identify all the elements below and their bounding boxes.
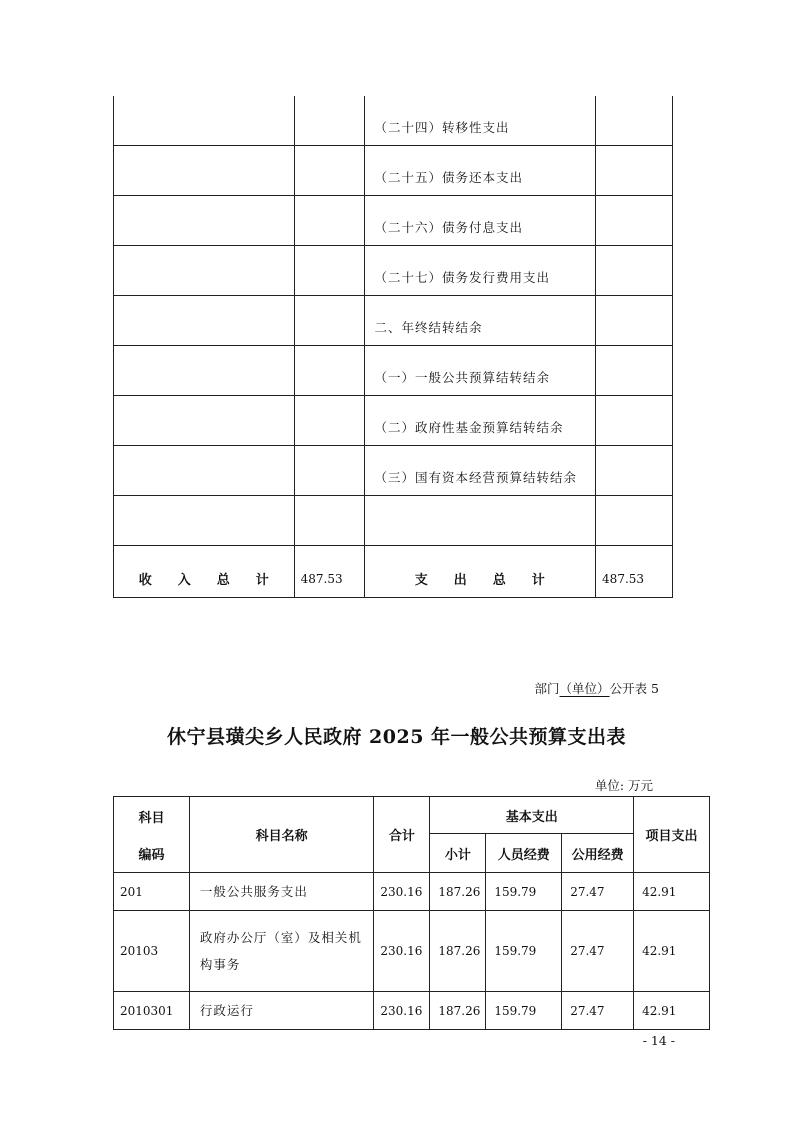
income-total-value: 487.53	[294, 546, 364, 598]
row-subtotal: 187.26	[430, 911, 486, 992]
header-basic: 基本支出	[430, 797, 634, 834]
row-project: 42.91	[634, 911, 710, 992]
table-row	[114, 246, 673, 296]
header-code	[114, 797, 190, 873]
row-code: 201	[114, 873, 190, 911]
row-public: 27.47	[562, 911, 634, 992]
budget-summary-table-continued	[113, 96, 673, 598]
table-row	[114, 496, 673, 546]
income-total-label: 收 入 总 计	[114, 546, 295, 598]
row-personnel: 159.79	[486, 873, 562, 911]
form-number-unit: （单位）	[559, 681, 610, 696]
table-row	[114, 346, 673, 396]
row-total: 230.16	[374, 873, 430, 911]
row-name: 政府办公厅（室）及相关机构事务	[189, 911, 373, 992]
header-total: 合计	[374, 797, 430, 873]
table-row	[114, 146, 673, 196]
expense-item: （一）一般公共预算结转结余	[364, 346, 596, 396]
form-number-suffix: 公开表 5	[609, 681, 659, 696]
row-total: 230.16	[374, 911, 430, 992]
expense-total-value: 487.53	[596, 546, 673, 598]
row-code: 20103	[114, 911, 190, 992]
expense-item: （二）政府性基金预算结转结余	[364, 396, 596, 446]
header-personnel: 人员经费	[486, 834, 562, 873]
expense-item: （二十六）债务付息支出	[364, 196, 596, 246]
expense-item: （二十七）债务发行费用支出	[364, 246, 596, 296]
row-personnel: 159.79	[486, 911, 562, 992]
expense-item: （二十五）债务还本支出	[364, 146, 596, 196]
totals-row	[114, 546, 673, 598]
table-row	[114, 196, 673, 246]
expense-item: （二十四）转移性支出	[364, 96, 596, 146]
row-public: 27.47	[562, 873, 634, 911]
header-subtotal: 小计	[430, 834, 486, 873]
header-row	[114, 797, 710, 834]
header-code-bottom: 编码	[138, 847, 165, 863]
expense-item: （三）国有资本经营预算结转结余	[364, 446, 596, 496]
row-total: 230.16	[374, 992, 430, 1030]
unit-label: 单位: 万元	[594, 778, 653, 793]
table-row	[114, 296, 673, 346]
table-row	[114, 873, 710, 911]
header-code-top: 科目	[138, 810, 165, 826]
row-project: 42.91	[634, 873, 710, 911]
header-project: 项目支出	[634, 797, 710, 873]
row-subtotal: 187.26	[430, 873, 486, 911]
table-row	[114, 396, 673, 446]
expense-item	[364, 496, 596, 546]
row-name: 一般公共服务支出	[189, 873, 373, 911]
page-title: 休宁县璜尖乡人民政府 2025 年一般公共预算支出表	[166, 726, 627, 748]
row-name: 行政运行	[189, 992, 373, 1030]
row-code: 2010301	[114, 992, 190, 1030]
expense-item: 二、年终结转结余	[364, 296, 596, 346]
header-public: 公用经费	[562, 834, 634, 873]
table-row	[114, 96, 673, 146]
form-number-prefix: 部门	[534, 681, 560, 696]
general-public-budget-expense-table	[113, 796, 710, 1030]
row-personnel: 159.79	[486, 992, 562, 1030]
row-subtotal: 187.26	[430, 992, 486, 1030]
form-number	[535, 679, 659, 697]
page-number: - 14 -	[642, 1033, 675, 1048]
table-row	[114, 911, 710, 992]
table-row	[114, 446, 673, 496]
row-project: 42.91	[634, 992, 710, 1030]
header-name: 科目名称	[189, 797, 373, 873]
row-public: 27.47	[562, 992, 634, 1030]
expense-total-label: 支 出 总 计	[364, 546, 596, 598]
table-row	[114, 992, 710, 1030]
